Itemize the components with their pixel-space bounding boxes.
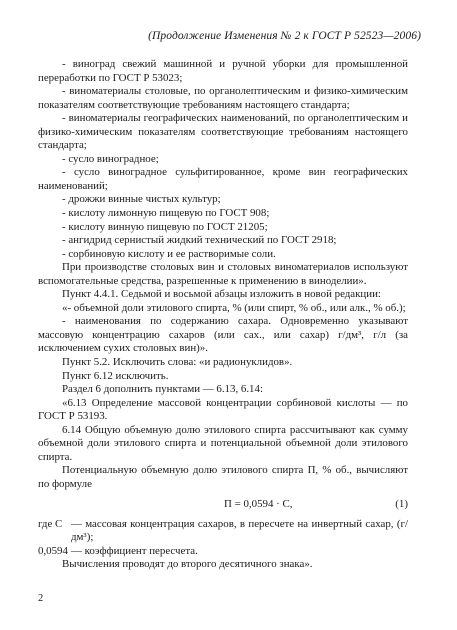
paragraph: Пункт 5.2. Исключить слова: «и радионуклидов». xyxy=(62,356,293,369)
definition-row xyxy=(38,545,408,559)
paragraph: Потенциальную объемную долю этилового спирта П, % об., вычисляют по формуле xyxy=(38,464,408,490)
definition-symbol: 0,0594 xyxy=(38,544,68,557)
paragraph: 6.14 Общую объемную долю этилового спирта рассчитывают как сумму объемной доли этилового спирта и потенциальной объемной доли этилового спирта. xyxy=(38,423,408,463)
definition-row xyxy=(38,518,408,545)
list-item: - сусло виноградное; xyxy=(62,152,159,165)
definition-text: — массовая концентрация сахаров, в пересчете на инвертный сахар, (г/дм³); xyxy=(71,517,408,544)
page-number: 2 xyxy=(38,593,44,604)
formula-block xyxy=(38,498,408,516)
list-item: - кислоту лимонную пищевую по ГОСТ 908; xyxy=(62,207,270,220)
definition-symbol: где С xyxy=(38,517,63,530)
list-item: - ангидрид сернистый жидкий технический по ГОСТ 2918; xyxy=(62,234,337,247)
list-item: - виноматериалы географических наименований, по органолептическим и физико-химическим показателям соответствующие требованиям настоящего стандарта; xyxy=(38,112,408,152)
paragraph: «6.13 Определение массовой концентрации сорбиновой кислоты — по ГОСТ Р 53193. xyxy=(38,396,408,423)
paragraph: Раздел 6 дополнить пунктами — 6.13, 6.14: xyxy=(62,383,263,396)
list-item: - виноград свежий машинной и ручной уборки для промышленной переработки по ГОСТ Р 53023; xyxy=(38,58,408,84)
formula-number: (1) xyxy=(395,497,408,510)
list-item: - кислоту винную пищевую по ГОСТ 21205; xyxy=(62,220,268,233)
document-body xyxy=(38,58,408,572)
list-item: - сорбиновую кислоту и ее растворимые соли. xyxy=(62,247,276,260)
paragraph: Вычисления проводят до второго десятичного знака». xyxy=(62,558,313,571)
paragraph: Пункт 4.4.1. Седьмой и восьмой абзацы изложить в новой редакции: xyxy=(62,288,381,301)
definition-text: — коэффициент пересчета. xyxy=(71,544,198,557)
paragraph: «- объемной доли этилового спирта, % (или спирт, % об., или алк., % об.); xyxy=(62,301,406,314)
paragraph: - наименования по содержанию сахара. Одновременно указывают массовую концентрацию сахаров (или сах., или сахар) г/дм³, г/л (за исключением сухих столовых вин)». xyxy=(38,315,408,355)
paragraph: Пункт 6.12 исключить. xyxy=(62,369,169,382)
list-item: - виноматериалы столовые, по органолептическим и физико-химическим показателям соответствующие требованиям настоящего стандарта; xyxy=(38,85,408,111)
paragraph: При производстве столовых вин и столовых виноматериалов используют вспомогательные средства, разрешенные к применению в виноделии». xyxy=(38,261,408,287)
list-item: - сусло виноградное сульфитированное, кроме вин географических наименований; xyxy=(38,166,408,192)
list-item: - дрожжи винные чистых культур; xyxy=(62,193,221,206)
formula: П = 0,0594 · С, xyxy=(224,497,293,510)
running-header: (Продолжение Изменения № 2 к ГОСТ Р 52523—2006) xyxy=(148,30,421,42)
